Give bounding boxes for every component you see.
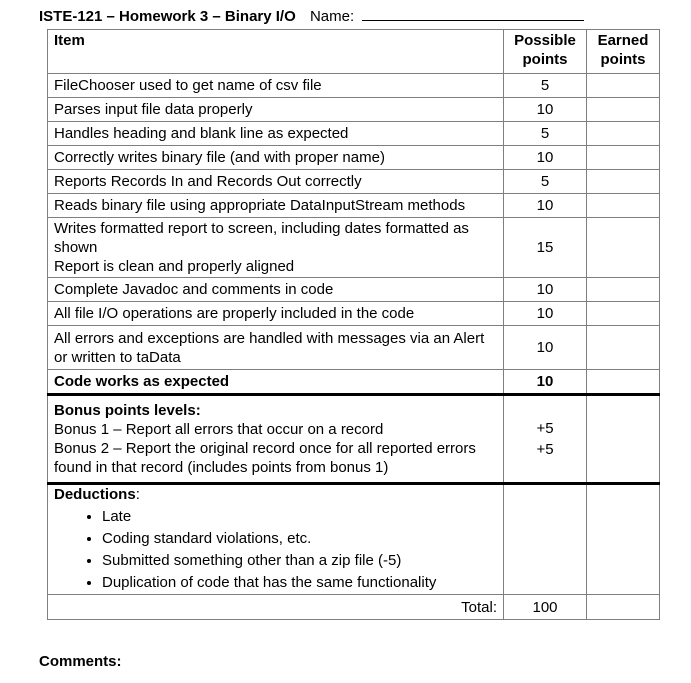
earned-points-cell — [587, 278, 660, 302]
name-label: Name: — [309, 8, 355, 25]
possible-points-cell: 10 — [504, 302, 587, 326]
deductions-colon: : — [135, 486, 140, 503]
possible-points-cell: 10 — [504, 278, 587, 302]
bonus-points-1: +5 — [536, 420, 554, 437]
table-row — [48, 278, 660, 302]
deductions-list — [54, 506, 497, 594]
name-blank-line — [362, 6, 584, 21]
item-cell: All file I/O operations are properly included in the code — [48, 302, 504, 326]
earned-points-cell — [587, 484, 660, 595]
bonus-line-2: Bonus 2 – Report the original record once for all reported errors found in that record (includes points from bonus 1) — [54, 440, 476, 476]
bonus-points-2: +5 — [536, 441, 554, 458]
possible-points-cell: 5 — [504, 74, 587, 98]
table-row — [48, 74, 660, 98]
possible-points-cell: 10 — [504, 370, 587, 395]
table-row — [48, 326, 660, 370]
table-row — [48, 98, 660, 122]
item-cell: Handles heading and blank line as expected — [48, 122, 504, 146]
bonus-heading: Bonus points levels: — [54, 402, 201, 419]
possible-points-cell: 10 — [504, 194, 587, 218]
header-earned-points — [587, 30, 660, 74]
earned-points-cell — [587, 170, 660, 194]
bonus-points-cell — [504, 395, 587, 484]
total-label: Total: — [48, 595, 504, 620]
earned-points-cell — [587, 395, 660, 484]
item-cell: Correctly writes binary file (and with proper name) — [48, 146, 504, 170]
table-row — [48, 146, 660, 170]
possible-points-cell: 5 — [504, 170, 587, 194]
table-row — [48, 218, 660, 278]
item-cell: Parses input file data properly — [48, 98, 504, 122]
deductions-heading: Deductions — [54, 486, 136, 503]
item-line: Report is clean and properly aligned — [54, 258, 295, 275]
total-value: 100 — [504, 595, 587, 620]
item-cell: Complete Javadoc and comments in code — [48, 278, 504, 302]
earned-points-cell — [587, 302, 660, 326]
header-possible-line1: Possible — [514, 32, 576, 49]
header-earned-line2: points — [600, 51, 646, 68]
list-item: • Submitted something other than a zip file (-5) — [102, 550, 497, 572]
list-item: • Late — [102, 506, 497, 528]
earned-points-cell — [587, 218, 660, 278]
earned-points-cell — [587, 122, 660, 146]
document-title: ISTE-121 – Homework 3 – Binary I/O — [39, 8, 296, 25]
total-row — [48, 595, 660, 620]
earned-points-cell — [587, 98, 660, 122]
bonus-cell — [48, 395, 504, 484]
table-row — [48, 370, 660, 395]
earned-points-cell — [587, 74, 660, 98]
bonus-line-1: Bonus 1 – Report all errors that occur on a record — [54, 421, 384, 438]
header-earned-line1: Earned — [597, 32, 649, 49]
header-possible-line2: points — [522, 51, 568, 68]
possible-points-cell: 15 — [504, 218, 587, 278]
item-cell: Code works as expected — [48, 370, 504, 395]
item-cell: All errors and exceptions are handled with messages via an Alert or written to taData — [48, 326, 504, 370]
earned-total-cell — [587, 595, 660, 620]
comments-label: Comments: — [39, 653, 122, 670]
possible-points-cell: 10 — [504, 146, 587, 170]
item-cell: FileChooser used to get name of csv file — [48, 74, 504, 98]
earned-points-cell — [587, 146, 660, 170]
possible-points-cell: 5 — [504, 122, 587, 146]
earned-points-cell — [587, 194, 660, 218]
list-item: • Duplication of code that has the same functionality — [102, 572, 497, 594]
earned-points-cell — [587, 370, 660, 395]
list-item: • Coding standard violations, etc. — [102, 528, 497, 550]
possible-points-cell: 10 — [504, 326, 587, 370]
item-cell: Reports Records In and Records Out correctly — [48, 170, 504, 194]
deductions-cell — [48, 484, 504, 595]
table-row — [48, 302, 660, 326]
item-cell: Reads binary file using appropriate DataInputStream methods — [48, 194, 504, 218]
bonus-row — [48, 395, 660, 484]
deductions-points-cell — [504, 484, 587, 595]
item-line: Writes formatted report to screen, including dates formatted as shown — [54, 220, 469, 256]
table-header-row — [48, 30, 660, 74]
header-possible-points — [504, 30, 587, 74]
rubric-table — [47, 29, 660, 620]
table-row — [48, 122, 660, 146]
deductions-row — [48, 484, 660, 595]
table-row — [48, 170, 660, 194]
earned-points-cell — [587, 326, 660, 370]
table-row — [48, 194, 660, 218]
item-cell — [48, 218, 504, 278]
header-item: Item — [48, 30, 504, 74]
document-header — [39, 6, 584, 25]
possible-points-cell: 10 — [504, 98, 587, 122]
